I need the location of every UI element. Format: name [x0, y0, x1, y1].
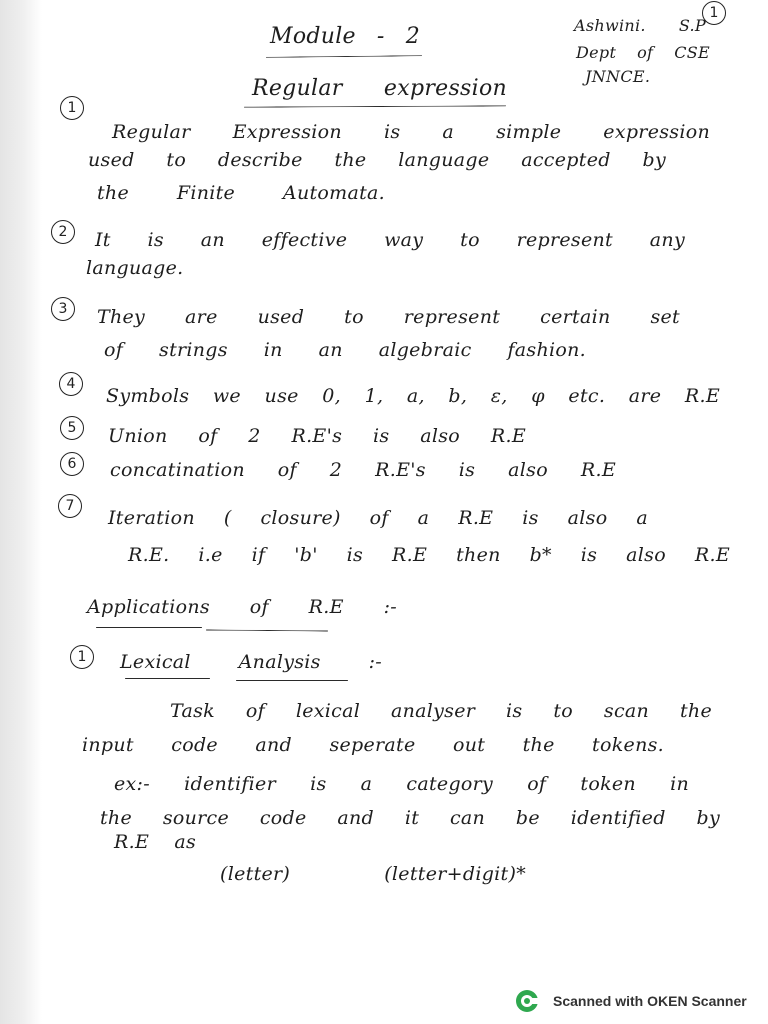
- author-name: Ashwini. S.P: [574, 16, 706, 35]
- application-text-line: input code and seperate out the tokens.: [82, 734, 664, 756]
- point-text-line: It is an effective way to represent any: [95, 229, 685, 251]
- point-text-line: R.E. i.e if 'b' is R.E then b* is also R.E: [128, 544, 730, 566]
- point-number-circle: 3: [51, 297, 75, 321]
- applications-heading: Applications of R.E :-: [87, 596, 397, 618]
- application-number-circle: 1: [70, 645, 94, 669]
- point-text-line: Symbols we use 0, 1, a, b, ε, φ etc. are R.E: [106, 385, 720, 407]
- point-number-circle: 2: [51, 220, 75, 244]
- application-text-line: ex:- identifier is a category of token in: [114, 773, 689, 795]
- point-number-circle: 7: [58, 494, 82, 518]
- institute: JNNCE.: [585, 67, 651, 86]
- page-title: Module - 2: [270, 24, 420, 49]
- point-number-circle: 5: [60, 416, 84, 440]
- point-text-line: language.: [86, 257, 184, 279]
- regex-formula: (letter) (letter+digit)*: [220, 863, 526, 885]
- point-text-line: the Finite Automata.: [97, 182, 385, 204]
- point-text-line: They are used to represent certain set: [97, 306, 680, 328]
- subheading-underline: [125, 678, 210, 679]
- title-underline: [266, 55, 422, 58]
- department: Dept of CSE: [576, 43, 710, 62]
- point-text-line: Regular Expression is a simple expression: [112, 121, 710, 143]
- subheading-underline: [236, 680, 348, 681]
- point-text-line: Union of 2 R.E's is also R.E: [108, 425, 526, 447]
- point-number-circle: 4: [59, 372, 83, 396]
- application-text-line: Task of lexical analyser is to scan the: [170, 700, 712, 722]
- page-number-circle: 1: [702, 1, 726, 25]
- page-subtitle: Regular expression: [252, 76, 507, 101]
- point-text-line: used to describe the language accepted by: [88, 149, 666, 171]
- scan-edge-shadow: [0, 0, 42, 1024]
- point-text-line: of strings in an algebraic fashion.: [104, 339, 586, 361]
- point-number-circle: 1: [60, 96, 84, 120]
- oken-scanner-logo-icon: [516, 990, 538, 1012]
- point-number-circle: 6: [60, 452, 84, 476]
- applications-underline: [96, 627, 202, 628]
- scanner-watermark-text: Scanned with OKEN Scanner: [553, 993, 747, 1009]
- application-text-line: R.E as: [114, 831, 196, 853]
- subtitle-underline: [244, 105, 506, 107]
- point-text-line: Iteration ( closure) of a R.E is also a: [108, 507, 648, 529]
- applications-underline: [206, 629, 328, 631]
- application-text-line: the source code and it can be identified by: [100, 807, 720, 829]
- point-text-line: concatination of 2 R.E's is also R.E: [110, 459, 616, 481]
- application-subheading: Lexical Analysis :-: [120, 651, 382, 673]
